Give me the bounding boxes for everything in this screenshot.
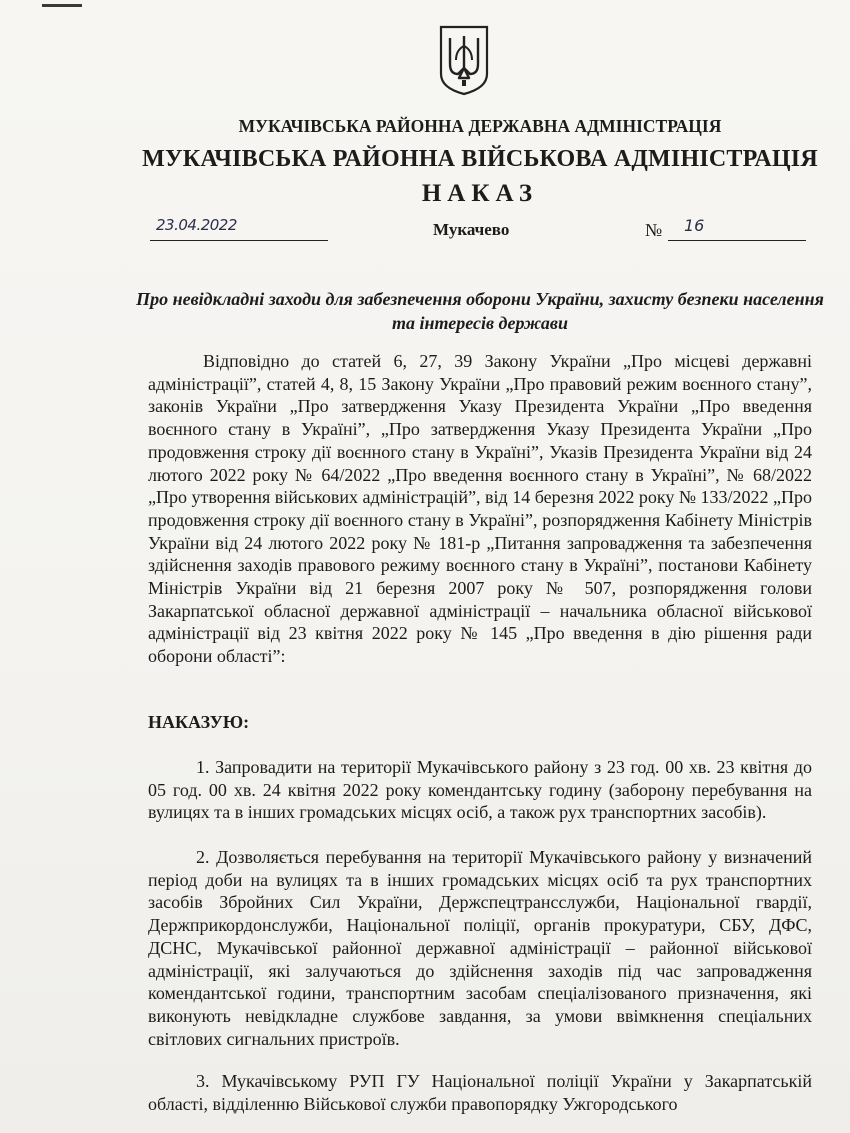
org-name-line1: МУКАЧІВСЬКА РАЙОННА ДЕРЖАВНА АДМІНІСТРАЦІЯ (238, 116, 722, 136)
preamble-paragraph: Відповідно до статей 6, 27, 39 Закону України „Про місцеві державні адміністрації”, статей 4, 8, 15 Закону України „Про правовий режим воєнного стану”, законів України „Про затвердження Указу Президента України „Про введення воєнного стану в Україні”, „Про затвердження Указу Президента України „Про продовження строку дії воєнного стану в Україні”, Указів Президента України від 24 лютого 2022 року № 64/2022 „Про введення воєнного стану в Україні”, № 68/2022 „Про утворення військових адміністрацій”, від 14 березня 2022 року № 133/2022 „Про продовження строку дії воєнного стану в Україні”, розпорядження Кабінету Міністрів України від 24 лютого 2022 року № 181-р „Питання запровадження та забезпечення здійснення заходів правового режиму воєнного стану в Україні”, постанови Кабінету Міністрів України від 21 березня 2007 року № 507, розпорядження голови Закарпатської обласної державної адміністрації – начальника обласної військової адміністрації від 23 квітня 2022 року № 145 „Про введення в дію рішення ради оборони області”: (148, 351, 813, 667)
order-item: 3. Мукачівському РУП ГУ Національної поліції України у Закарпатській області, відділенню Військової служби правопорядку Ужгородського (148, 1071, 812, 1114)
order-title: Про невідкладні заходи для забезпечення оборони України, захисту безпеки населення та інтересів держави (136, 289, 824, 333)
number-label: № (645, 220, 663, 240)
top-edge-mark (42, 4, 82, 7)
date-number-line (0, 216, 850, 246)
handwritten-date: 23.04.2022 (156, 216, 237, 234)
order-label: НАКАЗУЮ: (148, 712, 250, 732)
number-field (668, 216, 806, 241)
org-name-line2: МУКАЧІВСЬКА РАЙОННА ВІЙСЬКОВА АДМІНІСТРАЦІЯ (142, 146, 818, 172)
document-type-heading: НАКАЗ (421, 180, 539, 207)
coat-of-arms-icon (438, 24, 490, 96)
city-name: Мукачево (433, 220, 510, 239)
date-field (150, 216, 328, 241)
handwritten-number: 16 (684, 216, 705, 235)
order-item: 2. Дозволяється перебування на території Мукачівського району у визначений період доби на вулицях та в інших громадських місцях осіб та рух транспортних засобів Збройних Сил України, Держспецтрансслужби, Національної гвардії, Держприкордонслужби, Національної поліції, органів прокуратури, СБУ, ДФС, ДСНС, Мукачівської районної державної адміністрації – районної військової адміністрації, які залучаються до здійснення заходів під час запровадження комендантської години, транспортним засобам спеціалізованого призначення, які виконують невідкладне службове завдання, за умови ввімкнення спеціальних світлових сигнальних пристроїв. (148, 847, 812, 1049)
order-item: 1. Запровадити на території Мукачівського району з 23 год. 00 хв. 23 квітня до 05 год. 00 хв. 24 квітня 2022 року комендантську годину (заборону перебування на вулицях та в інших громадських місцях осіб, а також рух транспортних засобів). (148, 757, 812, 823)
